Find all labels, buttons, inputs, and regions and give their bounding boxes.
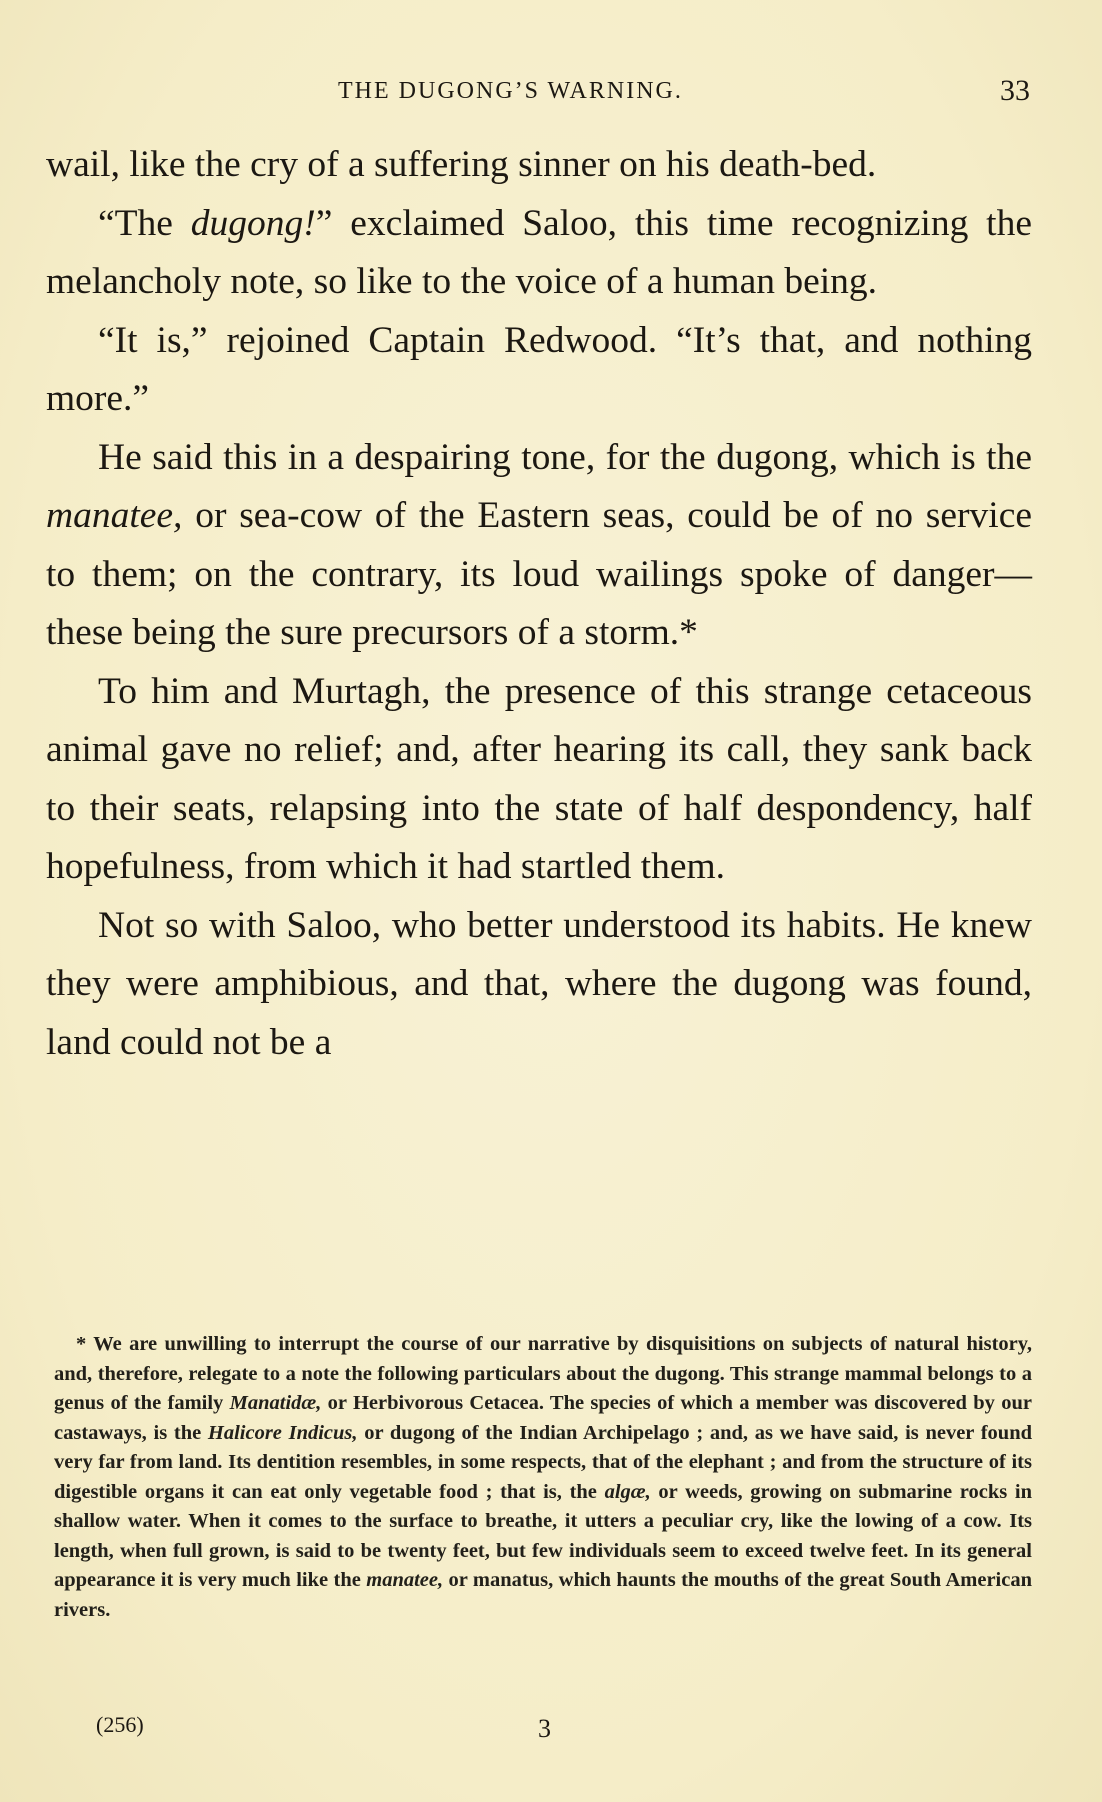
paragraph-6: Not so with Saloo, who better understood its habits. He knew they were amphibious, and that, where the dugong was found, land could not be a xyxy=(46,904,1032,1063)
footnote-text xyxy=(54,1330,1032,1625)
running-title: THE DUGONG’S WARNING. xyxy=(338,78,683,104)
footnote-italic-2: Halicore Indicus, xyxy=(207,1421,358,1444)
running-head xyxy=(46,74,1030,114)
footnote xyxy=(54,1330,1032,1625)
signature-mark: 3 xyxy=(538,1714,551,1743)
paragraph-3: “It is,” rejoined Captain Redwood. “It’s that, and nothing more.” xyxy=(46,319,1032,419)
footnote-italic-4: manatee, xyxy=(366,1569,444,1591)
footnote-part-1: * We are unwilling to interrupt the course of our narrative by disquisitions on subjects of natural history, and, therefore, relegate to a note the following particulars about the dugong. This strange mammal belongs to a genus of the family xyxy=(54,1333,1032,1414)
paragraph-2 xyxy=(46,195,1032,312)
paragraph-1: wail, like the cry of a suffering sinner on his death-bed. xyxy=(46,144,877,185)
footnote-part-4: or weeds, growing on submarine rocks in shallow water. When it comes to the surface to breathe, it utters a peculiar cry, like the lowing of a cow. Its length, when full grown, is said to be twenty feet, but few individuals seem to exceed twelve feet. In its general appearance it is very much like the xyxy=(54,1480,1032,1591)
paragraph-2-italic: dugong! xyxy=(190,202,316,244)
paragraph-4-italic: manatee, xyxy=(46,495,183,536)
footnote-italic-3: algæ, xyxy=(604,1480,651,1503)
footnote-part-3: or dugong of the Indian Archipelago ; and, as we have said, is never found very far from land. Its dentition resembles, in some respects, that of the elephant ; and from the structure of its digestible organs it can eat only vegetable food ; that is, the xyxy=(54,1421,1033,1503)
paragraph-2-open: “The xyxy=(98,202,191,244)
page-number: 33 xyxy=(1000,74,1030,107)
paragraph-4 xyxy=(46,429,1032,663)
printer-code: (256) xyxy=(96,1712,144,1737)
page-footer xyxy=(0,1712,1102,1752)
body-text xyxy=(46,136,1032,1072)
paragraph-2-rest: ” exclaimed Saloo, this time recognizing the melancholy note, so like to the voice of a human being. xyxy=(46,202,1032,302)
paragraph-5: To him and Murtagh, the presence of this strange cetaceous animal gave no relief; and, after hearing its call, they sank back to their seats, relapsing into the state of half despondency, half hopefulness, from which it had startled them. xyxy=(46,670,1032,887)
paragraph-4-end: or sea-cow of the Eastern seas, could be of no service to them; on the contrary, its loud wailings spoke of danger—these being the sure precursors of a storm.* xyxy=(46,495,1032,653)
paragraph-4-start: He said this in a despairing tone, for the dugong, which is the xyxy=(98,436,1032,478)
footnote-italic-1: Manatidæ, xyxy=(229,1392,322,1414)
footnote-part-5: or manatus, which haunts the mouths of the great South American rivers. xyxy=(54,1569,1032,1621)
footnote-part-2: or Herbivorous Cetacea. The species of which a member was discovered by our castaways, is the xyxy=(54,1392,1032,1444)
